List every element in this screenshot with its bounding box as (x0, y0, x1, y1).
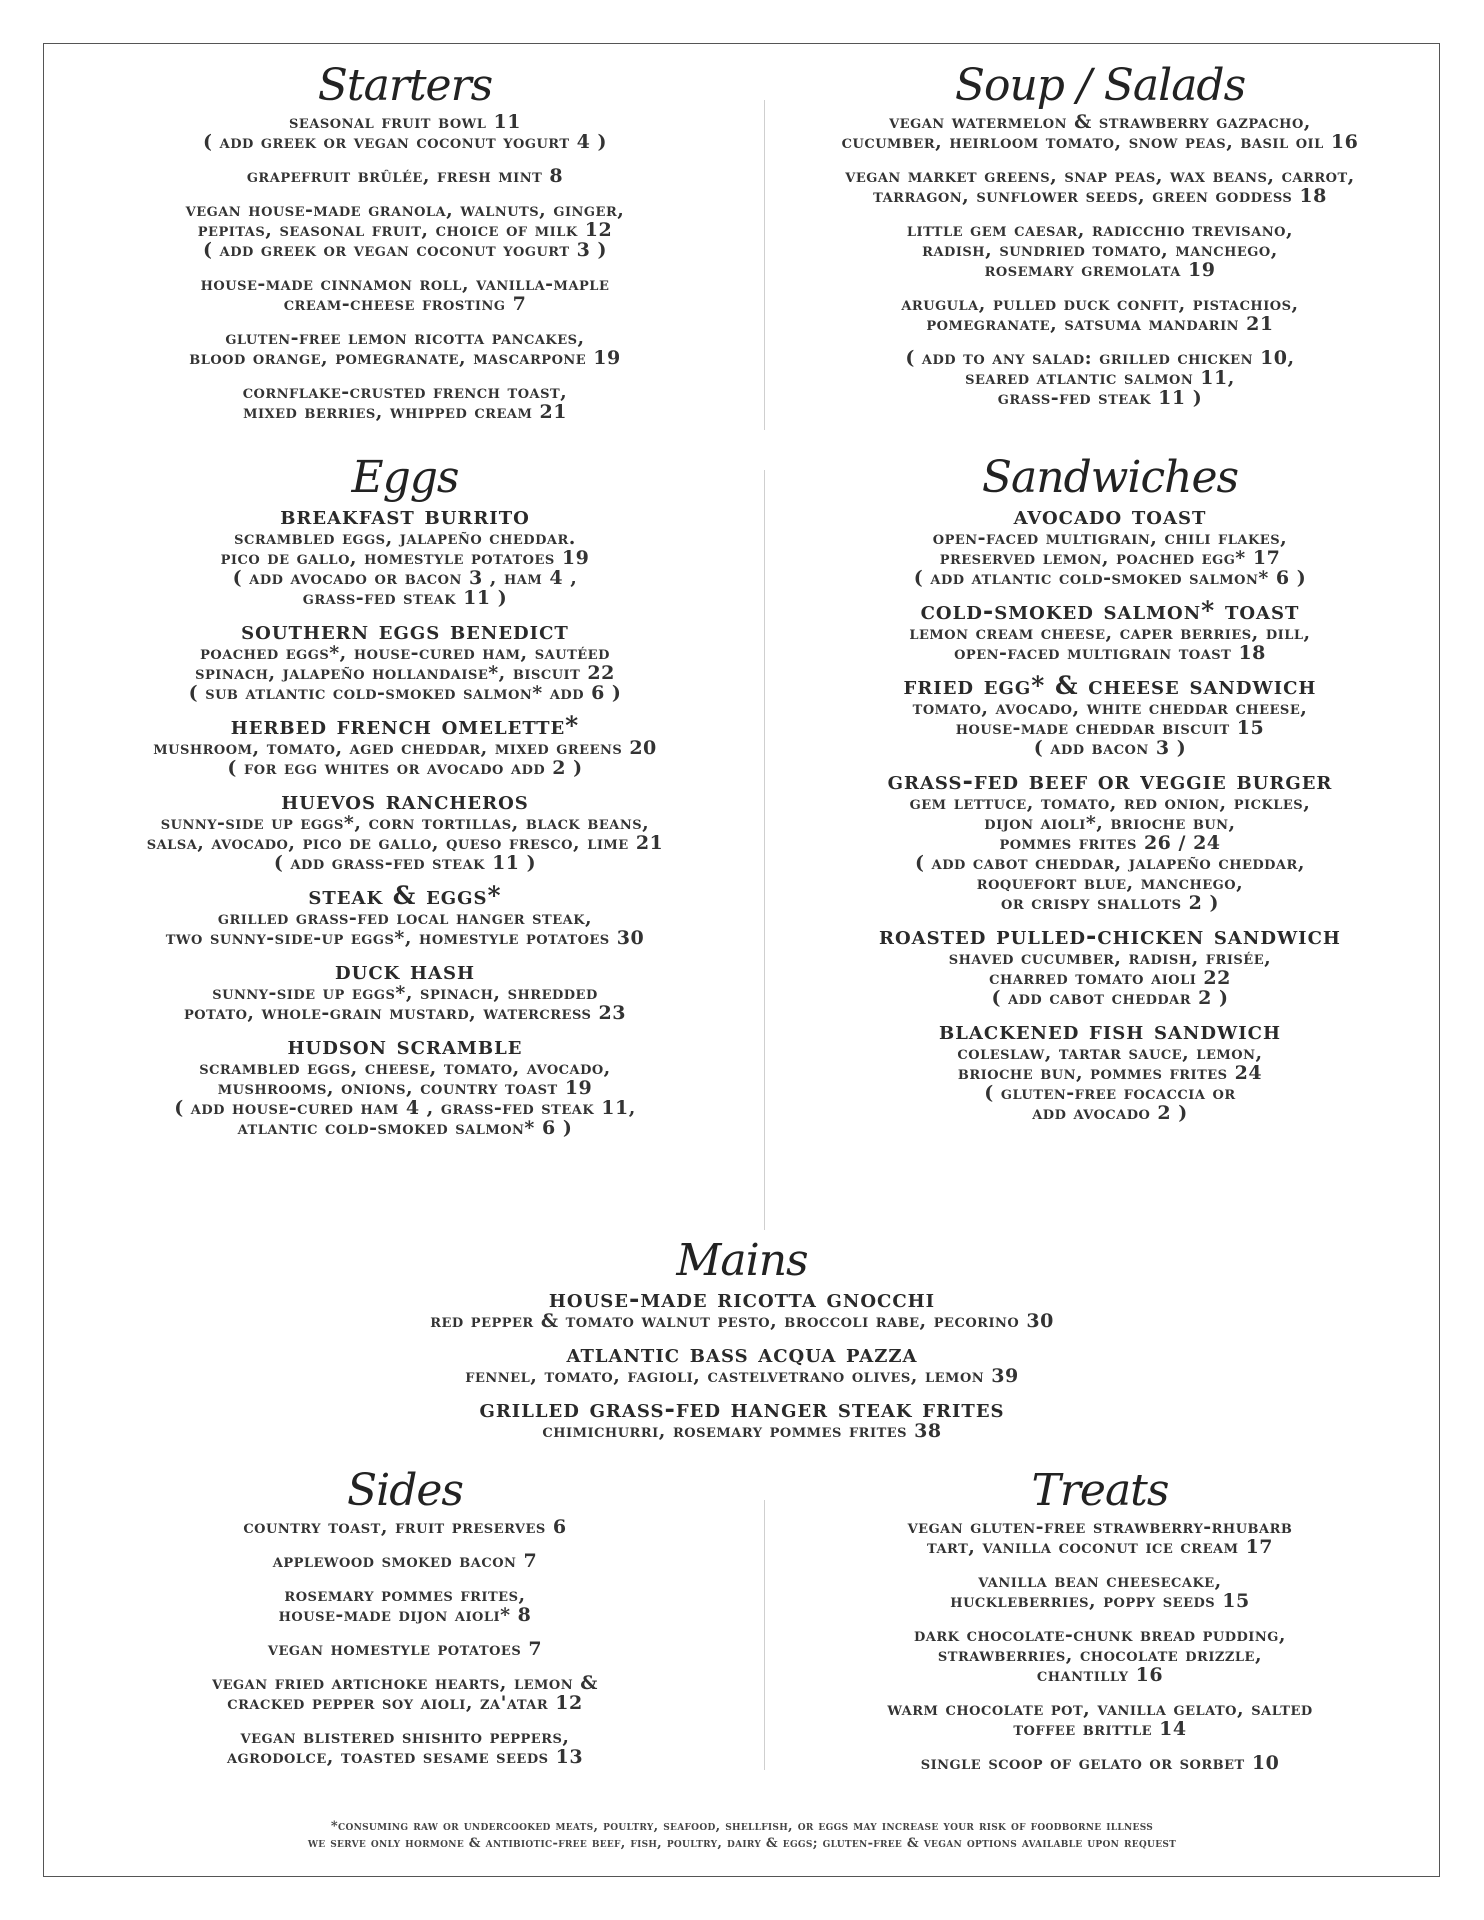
menu-item-line: cornflake-crusted french toast, (242, 381, 568, 403)
starters-section (55, 60, 755, 436)
dish-description-line: ( add avocado or bacon 3 , ham 4 , (232, 567, 578, 589)
mains-section (200, 1235, 1284, 1452)
eggs-section (55, 452, 755, 1149)
menu-item-line: little gem caesar, radicchio trevisano, (906, 219, 1294, 241)
sandwiches-title: Sandwiches (981, 452, 1239, 503)
menu-item (55, 1727, 755, 1767)
menu-item (55, 1639, 755, 1659)
dish-name: huevos rancheros (281, 786, 529, 815)
menu-item (55, 166, 755, 186)
mains-list (200, 1284, 1284, 1442)
menu-dish (55, 881, 755, 949)
dish-description-line: ( sub atlantic cold-smoked salmon* add 6 ) (188, 682, 622, 704)
dish-description-line: ( for egg whites or avocado add 2 ) (227, 757, 583, 779)
menu-item (760, 166, 1440, 206)
dish-description-line: chimichurri, rosemary pommes frites 38 (542, 1420, 942, 1442)
menu-item-line: pomegranate, satsuma mandarin 21 (926, 313, 1274, 335)
dish-name: hudson scramble (287, 1031, 523, 1060)
dish-name: steak & eggs* (308, 881, 502, 910)
menu-item (760, 1571, 1440, 1611)
menu-item (760, 1625, 1440, 1685)
soup-salads-title: Soup / Salads (954, 60, 1246, 111)
treats-section (760, 1465, 1440, 1787)
menu-item (760, 112, 1440, 152)
footnote-line: *consuming raw or undercooked meats, poultry, seafood, shellfish, or eggs may increase your risk of foodborne illness (330, 1819, 1154, 1834)
dish-description-line: add avocado 2 ) (1032, 1102, 1188, 1124)
dish-name: duck hash (335, 956, 475, 985)
menu-dish (770, 596, 1450, 664)
menu-item-line: strawberries, chocolate drizzle, (937, 1644, 1263, 1666)
dish-name: blackened fish sandwich (939, 1016, 1281, 1045)
menu-item-line: vegan blistered shishito peppers, (240, 1726, 570, 1748)
dish-description-line: or crispy shallots 2 ) (1001, 892, 1219, 914)
menu-dish (55, 1031, 755, 1139)
dish-description-line: scrambled eggs, jalapeño cheddar. (234, 527, 576, 549)
dish-name: breakfast burrito (280, 501, 530, 530)
treats-list (760, 1517, 1440, 1773)
footnote-line: we serve only hormone & antibiotic-free beef, fish, poultry, dairy & eggs; gluten-free & vegan options available upon request (307, 1836, 1177, 1851)
menu-item-line: blood orange, pomegranate, mascarpone 19 (189, 347, 621, 369)
dish-description-line: sunny-side up eggs*, spinach, shredded (212, 982, 598, 1004)
dish-description-line: open-faced multigrain toast 18 (954, 642, 1266, 664)
menu-dish (55, 711, 755, 779)
menu-dish (770, 766, 1450, 914)
menu-item (55, 1673, 755, 1713)
menu-dish (55, 616, 755, 704)
menu-item-line: cream-cheese frosting 7 (283, 293, 527, 315)
menu-item-line: chantilly 16 (1036, 1664, 1164, 1686)
menu-dish (200, 1284, 1284, 1332)
dish-description-line: mushrooms, onions, country toast 19 (217, 1077, 593, 1099)
dish-description-line: ( add cabot cheddar, jalapeño cheddar, (915, 852, 1305, 874)
mains-title: Mains (676, 1235, 808, 1286)
menu-item-line: house-made dijon aioli* 8 (278, 1604, 532, 1626)
menu-dish (770, 501, 1450, 589)
starters-title: Starters (317, 60, 493, 111)
dish-description-line: house-made cheddar biscuit 15 (955, 717, 1265, 739)
menu-dish (770, 921, 1450, 1009)
dish-name: atlantic bass acqua pazza (566, 1339, 918, 1368)
sides-section (55, 1465, 755, 1781)
treats-title: Treats (1031, 1465, 1169, 1516)
menu-item (760, 294, 1440, 334)
dish-description-line: dijon aioli*, brioche bun, (984, 812, 1236, 834)
dish-description-line: potato, whole-grain mustard, watercress 23 (184, 1002, 626, 1024)
menu-item-line: ( add to any salad: grilled chicken 10, (905, 347, 1295, 369)
menu-item-line: applewood smoked bacon 7 (272, 1550, 538, 1572)
menu-item (760, 1699, 1440, 1739)
menu-dish (770, 1016, 1450, 1124)
dish-name: fried egg* & cheese sandwich (903, 671, 1317, 700)
dish-description-line: mushroom, tomato, aged cheddar, mixed greens 20 (153, 737, 657, 759)
menu-item-line: tarragon, sunflower seeds, green goddess 18 (873, 185, 1327, 207)
menu-item-line: ( add greek or vegan coconut yogurt 4 ) (203, 131, 607, 153)
menu-item (55, 112, 755, 152)
menu-item-line: tart, vanilla coconut ice cream 17 (926, 1536, 1274, 1558)
menu-dish (55, 786, 755, 874)
menu-item-line: warm chocolate pot, vanilla gelato, salted (887, 1698, 1313, 1720)
menu-item-line: seared atlantic salmon 11, (965, 367, 1235, 389)
dish-description-line: salsa, avocado, pico de gallo, queso fresco, lime 21 (146, 832, 664, 854)
menu-item-line: toffee brittle 14 (1013, 1718, 1187, 1740)
menu-item (760, 1753, 1440, 1773)
menu-item (55, 200, 755, 260)
dish-name: cold-smoked salmon* toast (920, 596, 1300, 625)
menu-item-line: cracked pepper soy aioli, za'atar 12 (227, 1692, 583, 1714)
menu-item (760, 1517, 1440, 1557)
eggs-title: Eggs (351, 452, 459, 503)
dish-description-line: brioche bun, pommes frites 24 (957, 1062, 1263, 1084)
menu-item-line: cucumber, heirloom tomato, snow peas, basil oil 16 (841, 131, 1359, 153)
menu-item (760, 220, 1440, 280)
dish-description-line: atlantic cold-smoked salmon* 6 ) (237, 1117, 573, 1139)
column-divider-middle (764, 470, 765, 1230)
menu-dish (55, 956, 755, 1024)
sides-list (55, 1517, 755, 1767)
menu-dish (200, 1394, 1284, 1442)
dish-description-line: roquefort blue, manchego, (976, 872, 1244, 894)
sandwiches-section (770, 452, 1450, 1134)
menu-item-line: vegan gluten-free strawberry-rhubarb (907, 1516, 1293, 1538)
menu-item-line: single scoop of gelato or sorbet 10 (920, 1752, 1280, 1774)
dish-name: avocado toast (1013, 501, 1207, 530)
menu-item (55, 382, 755, 422)
menu-dish (55, 501, 755, 609)
menu-item-line: grapefruit brûlée, fresh mint 8 (246, 165, 564, 187)
menu-item-line: radish, sundried tomato, manchego, (922, 239, 1278, 261)
menu-item-line: dark chocolate-chunk bread pudding, (914, 1624, 1286, 1646)
dish-description-line: charred tomato aioli 22 (989, 967, 1231, 989)
sandwiches-list (770, 501, 1450, 1124)
dish-description-line: pico de gallo, homestyle potatoes 19 (220, 547, 590, 569)
dish-description-line: sunny-side up eggs*, corn tortillas, black beans, (160, 812, 650, 834)
dish-description-line: poached eggs*, house-cured ham, sautéed (200, 642, 610, 664)
eggs-list (55, 501, 755, 1139)
dish-description-line: ( add bacon 3 ) (1033, 737, 1187, 759)
menu-item-line: vegan homestyle potatoes 7 (267, 1638, 543, 1660)
menu-item-line: arugula, pulled duck confit, pistachios, (901, 293, 1299, 315)
menu-item-line: gluten-free lemon ricotta pancakes, (225, 327, 585, 349)
dish-description-line: two sunny-side-up eggs*, homestyle potatoes 30 (165, 927, 645, 949)
menu-item (55, 1517, 755, 1537)
dish-name: roasted pulled-chicken sandwich (879, 921, 1341, 950)
menu-item-line: huckleberries, poppy seeds 15 (950, 1590, 1250, 1612)
dish-description-line: coleslaw, tartar sauce, lemon, (957, 1042, 1263, 1064)
soup-salads-list (760, 112, 1440, 408)
footnote (100, 1818, 1384, 1852)
dish-description-line: ( add grass-fed steak 11 ) (273, 852, 537, 874)
menu-item-line: rosemary gremolata 19 (984, 259, 1216, 281)
dish-description-line: tomato, avocado, white cheddar cheese, (912, 697, 1308, 719)
dish-description-line: ( gluten-free focaccia or (984, 1082, 1236, 1104)
dish-description-line: fennel, tomato, fagioli, castelvetrano olives, lemon 39 (465, 1365, 1019, 1387)
dish-description-line: scrambled eggs, cheese, tomato, avocado, (199, 1057, 611, 1079)
menu-item-line: country toast, fruit preserves 6 (243, 1516, 567, 1538)
menu-item (55, 274, 755, 314)
dish-name: grilled grass-fed hanger steak frites (479, 1394, 1005, 1423)
dish-description-line: pommes frites 26 / 24 (999, 832, 1221, 854)
dish-name: grass-fed beef or veggie burger (887, 766, 1333, 795)
sides-title: Sides (347, 1465, 463, 1516)
dish-description-line: shaved cucumber, radish, frisée, (948, 947, 1272, 969)
dish-description-line: ( add atlantic cold-smoked salmon* 6 ) (913, 567, 1307, 589)
menu-item-line: vegan market greens, snap peas, wax beans, carrot, (845, 165, 1355, 187)
dish-description-line: gem lettuce, tomato, red onion, pickles, (909, 792, 1311, 814)
menu-item-line: vegan house-made granola, walnuts, ginger, (185, 199, 625, 221)
menu-item-line: rosemary pommes frites, (284, 1584, 526, 1606)
dish-description-line: open-faced multigrain, chili flakes, (932, 527, 1288, 549)
dish-description-line: grass-fed steak 11 ) (302, 587, 508, 609)
dish-description-line: ( add cabot cheddar 2 ) (991, 987, 1229, 1009)
dish-description-line: lemon cream cheese, caper berries, dill, (909, 622, 1311, 644)
dish-description-line: ( add house-cured ham 4 , grass-fed steak 11, (174, 1097, 636, 1119)
dish-description-line: spinach, jalapeño hollandaise*, biscuit 22 (195, 662, 615, 684)
dish-name: house-made ricotta gnocchi (548, 1284, 936, 1313)
menu-item-line: ( add greek or vegan coconut yogurt 3 ) (203, 239, 607, 261)
dish-description-line: preserved lemon, poached egg* 17 (939, 547, 1281, 569)
menu-item-line: vanilla bean cheesecake, (978, 1570, 1222, 1592)
menu-item-line: pepitas, seasonal fruit, choice of milk 12 (197, 219, 613, 241)
soup-salads-section (760, 60, 1440, 422)
menu-item-line: vegan fried artichoke hearts, lemon & (212, 1672, 598, 1694)
dish-name: herbed french omelette* (230, 711, 580, 740)
menu-item (55, 328, 755, 368)
menu-item (55, 1551, 755, 1571)
menu-item-line: seasonal fruit bowl 11 (289, 111, 521, 133)
menu-dish (770, 671, 1450, 759)
menu-item (55, 1585, 755, 1625)
dish-name: southern eggs benedict (241, 616, 569, 645)
menu-item-line: agrodolce, toasted sesame seeds 13 (226, 1746, 584, 1768)
dish-description-line: red pepper & tomato walnut pesto, broccoli rabe, pecorino 30 (430, 1310, 1054, 1332)
menu-item-line: vegan watermelon & strawberry gazpacho, (889, 111, 1311, 133)
starters-list (55, 112, 755, 422)
menu-item (760, 348, 1440, 408)
dish-description-line: grilled grass-fed local hanger steak, (217, 907, 593, 929)
menu-item-line: house-made cinnamon roll, vanilla-maple (200, 273, 610, 295)
menu-dish (200, 1339, 1284, 1387)
menu-item-line: mixed berries, whipped cream 21 (243, 401, 567, 423)
menu-item-line: grass-fed steak 11 ) (997, 387, 1203, 409)
